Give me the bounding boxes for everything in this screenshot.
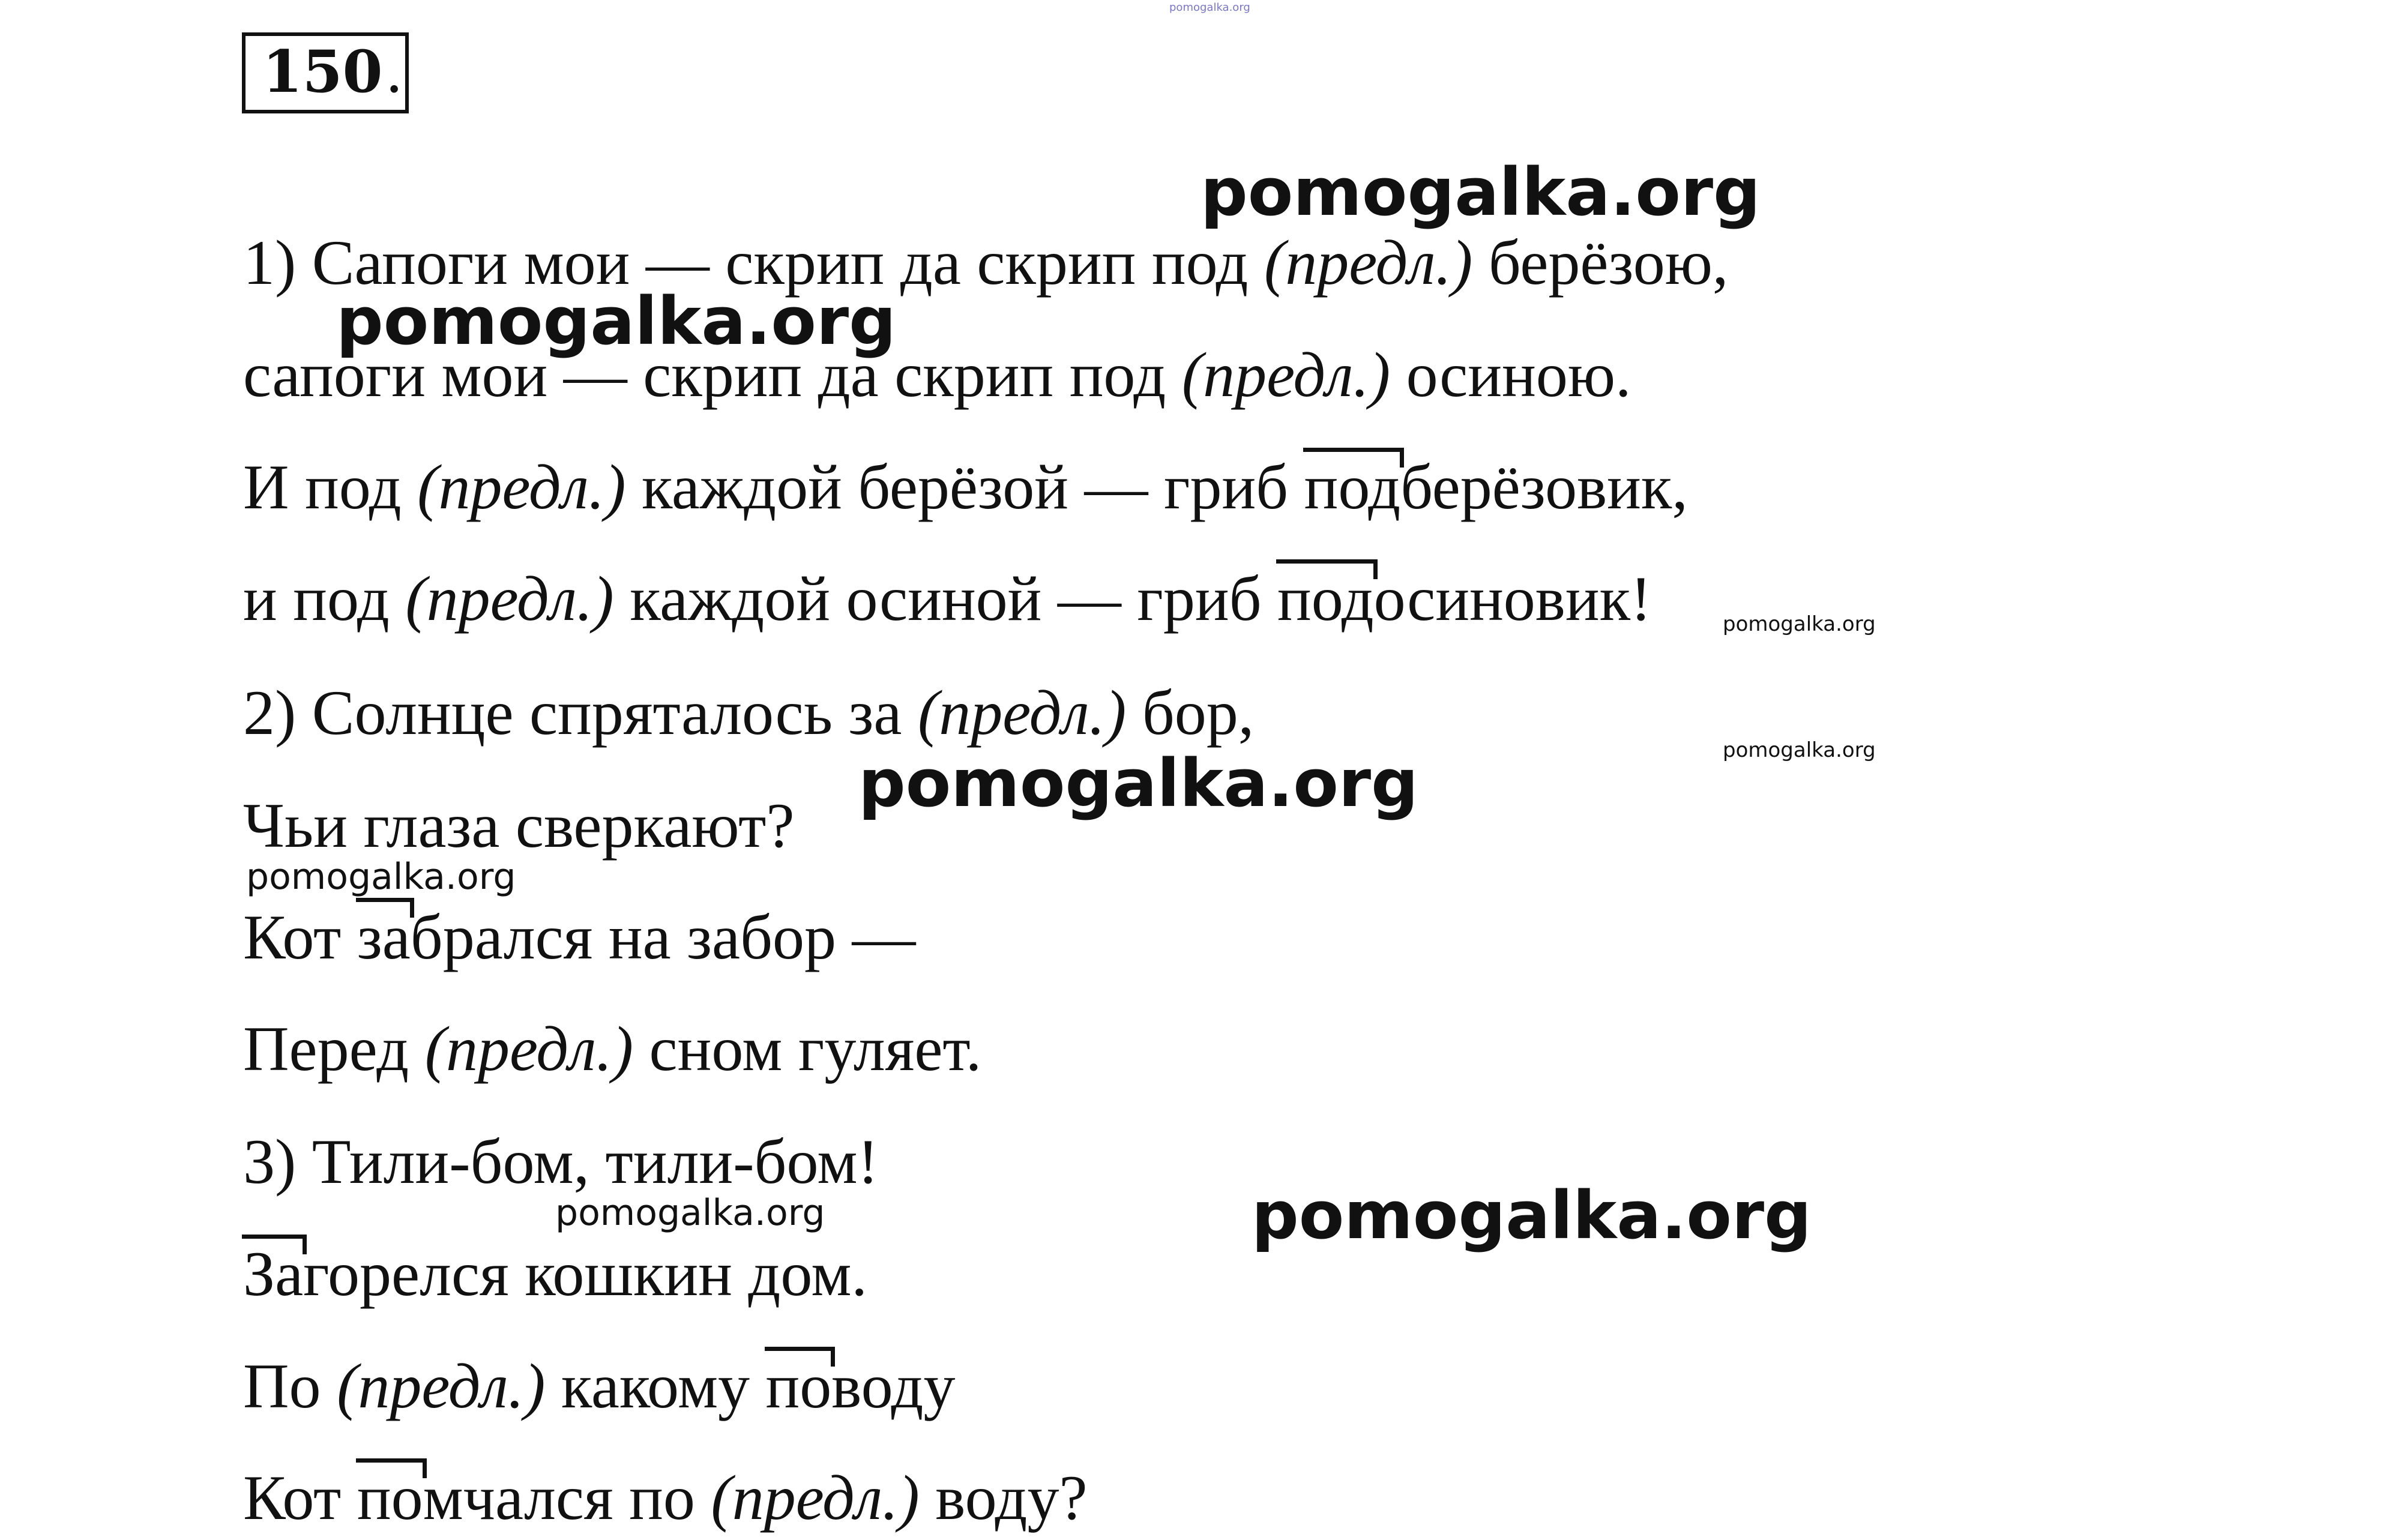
exercise-number: 150 bbox=[262, 38, 383, 106]
watermark: pomogalka.org bbox=[1723, 612, 1876, 636]
watermark: pomogalka.org bbox=[246, 856, 516, 898]
poem-line-7: Кот забрался на забор — bbox=[243, 902, 916, 972]
poem-line-8: Перед (предл.) сном гуляет. bbox=[243, 1014, 982, 1084]
prefix-mark: под bbox=[1304, 452, 1401, 522]
poem-line-3: И под (предл.) каждой берёзой — гриб подберёзовик, bbox=[243, 452, 1688, 522]
exercise-number-box bbox=[242, 32, 409, 113]
poem-line-12: Кот помчался по (предл.) воду? bbox=[243, 1463, 1088, 1533]
grammar-note: (предл.) bbox=[711, 1463, 920, 1533]
watermark-top: pomogalka.org bbox=[1169, 1, 1250, 14]
grammar-note: (предл.) bbox=[1264, 227, 1473, 298]
prefix-mark: за bbox=[357, 902, 411, 972]
poem-line-5: 2) Солнце спряталось за (предл.) бор, bbox=[243, 678, 1255, 748]
prefix-mark: по bbox=[357, 1463, 423, 1533]
poem-line-2: сапоги мои — скрип да скрип под (предл.) осиною. bbox=[243, 340, 1631, 410]
grammar-note: (предл.) bbox=[424, 1014, 634, 1084]
watermark: pomogalka.org bbox=[555, 1192, 825, 1234]
grammar-note: (предл.) bbox=[405, 564, 614, 634]
poem-line-6: Чьи глаза сверкают? bbox=[243, 790, 795, 861]
grammar-note: (предл.) bbox=[1181, 340, 1391, 410]
grammar-note: (предл.) bbox=[337, 1351, 546, 1421]
poem-line-9: 3) Тили-бом, тили-бом! bbox=[243, 1126, 879, 1197]
watermark: pomogalka.org bbox=[858, 745, 1418, 822]
prefix-mark: За bbox=[243, 1239, 304, 1309]
prefix-mark: под bbox=[1277, 564, 1374, 634]
prefix-mark: по bbox=[765, 1351, 832, 1421]
watermark: pomogalka.org bbox=[336, 283, 896, 359]
exercise-dot: . bbox=[385, 38, 403, 106]
grammar-note: (предл.) bbox=[917, 678, 1127, 748]
watermark: pomogalka.org bbox=[1723, 738, 1876, 762]
watermark: pomogalka.org bbox=[1201, 154, 1761, 230]
poem-line-10: Загорелся кошкин дом. bbox=[243, 1239, 867, 1309]
poem-line-11: По (предл.) какому поводу bbox=[243, 1351, 956, 1421]
grammar-note: (предл.) bbox=[417, 452, 626, 522]
watermark: pomogalka.org bbox=[1252, 1177, 1812, 1254]
poem-line-4: и под (предл.) каждой осиной — гриб подосиновик! bbox=[243, 564, 1652, 634]
poem-line-1: 1) Сапоги мои — скрип да скрип под (предл.) берёзою, bbox=[243, 227, 1729, 298]
